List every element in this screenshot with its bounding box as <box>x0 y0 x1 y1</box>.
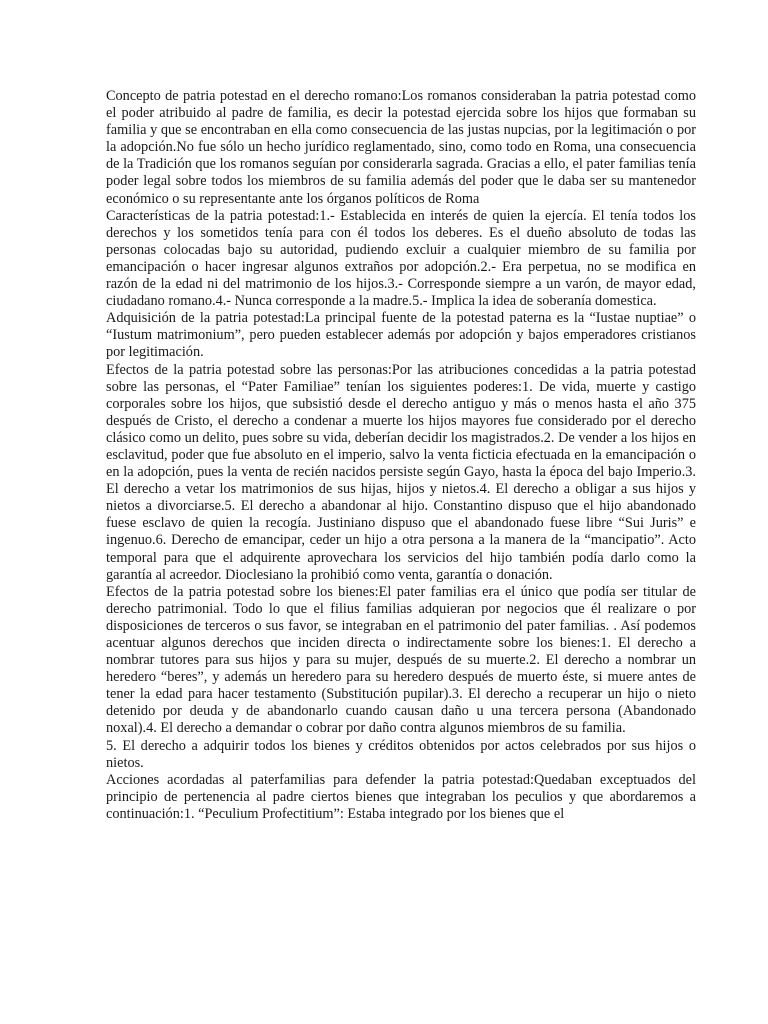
paragraph-adquisicion: Adquisición de la patria potestad:La principal fuente de la potestad paterna es la “Iustae nuptiae” o “Iustum matrimonium”, pero pueden establecer además por adopción y bajos emperadores cristianos por legitimación. <box>106 310 696 361</box>
document-page <box>106 88 696 823</box>
paragraph-efectos-personas: Efectos de la patria potestad sobre las personas:Por las atribuciones concedidas a la patria potestad sobre las personas, el “Pater Familiae” tenían los siguientes poderes:1. De vida, muerte y castigo corporales sobre los hijos, que subsistió desde el derecho antiguo y más o menos hasta el año 375 después de Cristo, el derecho a condenar a muerte los hijos mayores fue considerado por el derecho clásico como un delito, pues sobre su vida, deberían decidir los magistrados.2. De vender a los hijos en esclavitud, poder que fue absoluto en el imperio, salvo la venta ficticia efectuada en la emancipación o en la adopción, pues la venta de recién nacidos persiste según Gayo, hasta la época del bajo Imperio.3. El derecho a vetar los matrimonios de sus hijas, hijos y nietos.4. El derecho a obligar a sus hijos y nietos a divorciarse.5. El derecho a abandonar al hijo. Constantino dispuso que el hijo abandonado fuese esclavo de quien la recogía. Justiniano dispuso que el abandonado fuese libre “Sui Juris” e ingenuo.6. Derecho de emancipar, ceder un hijo a otra persona a la manera de la “mancipatio”. Acto temporal para que el adquirente aprovechara los servicios del hijo también podía darlo como la garantía al acreedor. Dioclesiano la prohibió como venta, garantía o donación. <box>106 361 696 583</box>
paragraph-derecho-adquirir: 5. El derecho a adquirir todos los bienes y créditos obtenidos por actos celebrados por sus hijos o nietos. <box>106 737 696 771</box>
paragraph-caracteristicas: Características de la patria potestad:1.- Establecida en interés de quien la ejercía. El tenía todos los derechos y los sometidos tenía para con él todos los deberes. Es el dueño absoluto de todas las personas colocadas bajo su autoridad, pudiendo excluir a cualquier miembro de su familia por emancipación o hacer ingresar algunos extraños por adopción.2.- Era perpetua, no se modifica en razón de la edad ni del matrimonio de los hijos.3.- Corresponde siempre a un varón, de mayor edad, ciudadano romano.4.- Nunca corresponde a la madre.5.- Implica la idea de soberanía domestica. <box>106 207 696 310</box>
paragraph-efectos-bienes: Efectos de la patria potestad sobre los bienes:El pater familias era el único que podía ser titular de derecho patrimonial. Todo lo que el filius familias adquieran por negocios que él realizare o por disposiciones de terceros o sus favor, se integraban en el patrimonio del pater familias. . Así podemos acentuar algunos derechos que inciden directa o indirectamente sobre los bienes:1. El derecho a nombrar tutores para sus hijos y para su mujer, después de su muerte.2. El derecho a nombrar un heredero “beres”, y además un heredero para su heredero después de muerto éste, si muere antes de tener la edad para hacer testamento (Substitución pupilar).3. El derecho a recuperar un hijo o nieto detenido por deuda y de abandonarlo cuando causan daño u una tercera persona (Abandonado noxal).4. El derecho a demandar o cobrar por daño contra algunos miembros de su familia. <box>106 583 696 737</box>
paragraph-concepto: Concepto de patria potestad en el derecho romano:Los romanos consideraban la patria potestad como el poder atribuido al padre de familia, es decir la potestad ejercida sobre los hijos que formaban su familia y que se encontraban en ella como consecuencia de las justas nupcias, por la legitimación o por la adopción.No fue sólo un hecho jurídico reglamentado, sino, como todo en Roma, una consecuencia de la Tradición que los romanos seguían por considerarla sagrada. Gracias a ello, el pater familias tenía poder legal sobre todos los miembros de su familia además del poder que le daba ser su mantenedor económico o su representante ante los órganos políticos de Roma <box>106 88 696 207</box>
paragraph-acciones: Acciones acordadas al paterfamilias para defender la patria potestad:Quedaban exceptuados del principio de pertenencia al padre ciertos bienes que integraban los peculios y que abordaremos a continuación:1. “Peculium Profectitium”: Estaba integrado por los bienes que el <box>106 771 696 822</box>
